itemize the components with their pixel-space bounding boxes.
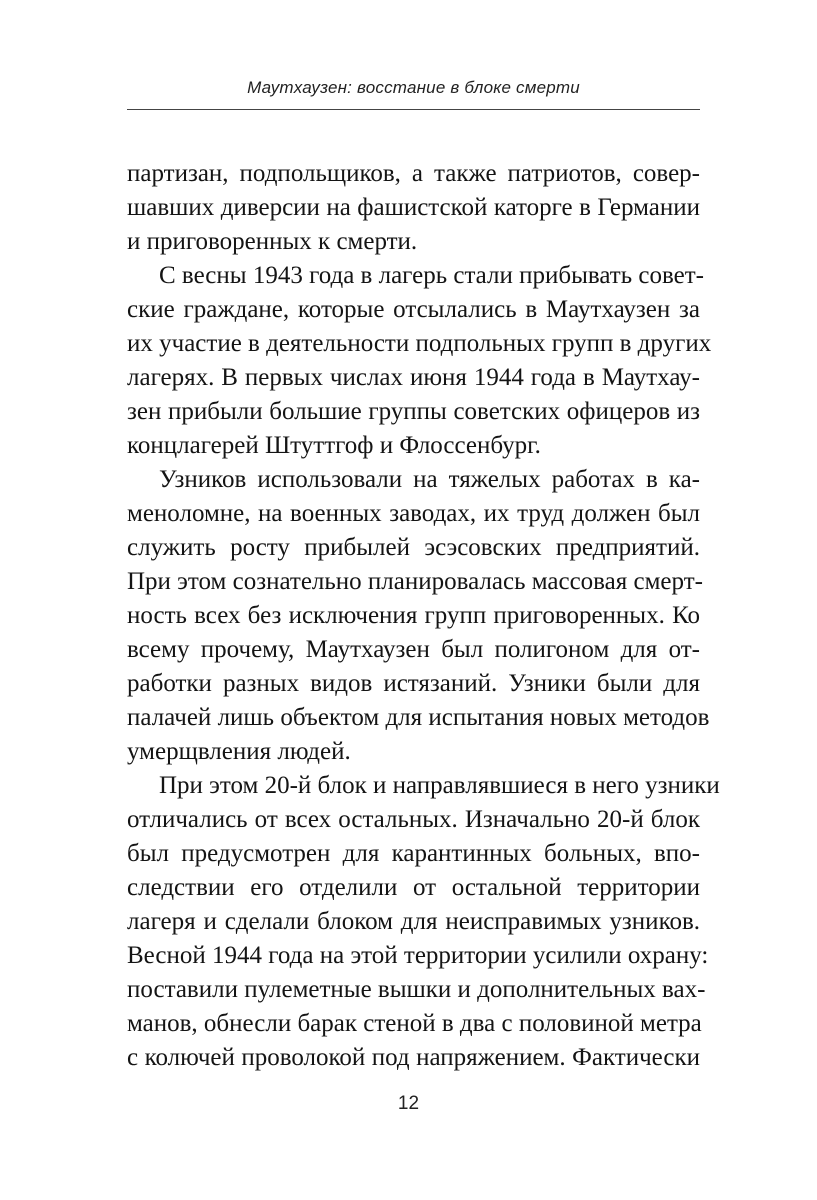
text-line: шавших диверсии на фашистской каторге в Германии [127, 194, 700, 221]
text-line: Весной 1944 года на этой территории усилили охрану: [127, 942, 709, 969]
text-line: меноломне, на военных заводах, их труд должен был [127, 500, 700, 527]
text-line: При этом сознательно планировалась массовая смерт- [127, 568, 703, 595]
paragraph-1 [127, 157, 700, 259]
text-line: лагерях. В первых числах июня 1944 года в Маутхау- [127, 364, 700, 391]
text-line: лагеря и сделали блоком для неисправимых узников. [127, 908, 700, 935]
text-line: умерщвления людей. [127, 738, 351, 765]
text-line: ность всех без исключения групп приговоренных. Ко [127, 602, 700, 629]
text-line: поставили пулеметные вышки и дополнительных вах- [127, 976, 706, 1003]
text-line: ские граждане, которые отсылались в Маутхаузен за [127, 296, 700, 323]
text-line: С весны 1943 года в лагерь стали прибывать совет- [159, 262, 704, 289]
text-line: и приговоренных к смерти. [127, 228, 418, 255]
text-line: с колючей проволокой под напряжением. Фактически [127, 1044, 700, 1071]
paragraph-4 [127, 769, 720, 1075]
body-text [127, 157, 720, 1075]
text-line: партизан, подпольщиков, а также патриотов, совер- [127, 160, 700, 187]
text-line: концлагерей Штуттгоф и Флоссенбург. [127, 432, 541, 459]
page-number: 12 [397, 1093, 420, 1114]
text-line: манов, обнесли барак стеной в два с половиной метра [127, 1010, 702, 1037]
text-line: следствии его отделили от остальной территории [127, 874, 700, 901]
text-line: Узников использовали на тяжелых работах в ка- [159, 466, 700, 493]
text-line: При этом 20-й блок и направлявшиеся в него узники [159, 772, 720, 799]
text-line: палачей лишь объектом для испытания новых методов [127, 704, 710, 731]
text-line: отличались от всех остальных. Изначально 20-й блок [127, 806, 700, 833]
text-line: их участие в деятельности подпольных групп в других [127, 330, 712, 357]
header-rule [127, 109, 700, 110]
text-line: был предусмотрен для карантинных больных, впо- [127, 840, 700, 867]
text-line: зен прибыли большие группы советских офицеров из [127, 398, 700, 425]
text-line: всему прочему, Маутхаузен был полигоном для от- [127, 636, 700, 663]
paragraph-2 [127, 259, 712, 463]
text-line: работки разных видов истязаний. Узники были для [127, 670, 700, 697]
paragraph-3 [127, 463, 710, 769]
text-line: служить росту прибылей эсэсовских предприятий. [127, 534, 700, 561]
running-header-title: Маутхаузен: восстание в блоке смерти [247, 78, 580, 97]
